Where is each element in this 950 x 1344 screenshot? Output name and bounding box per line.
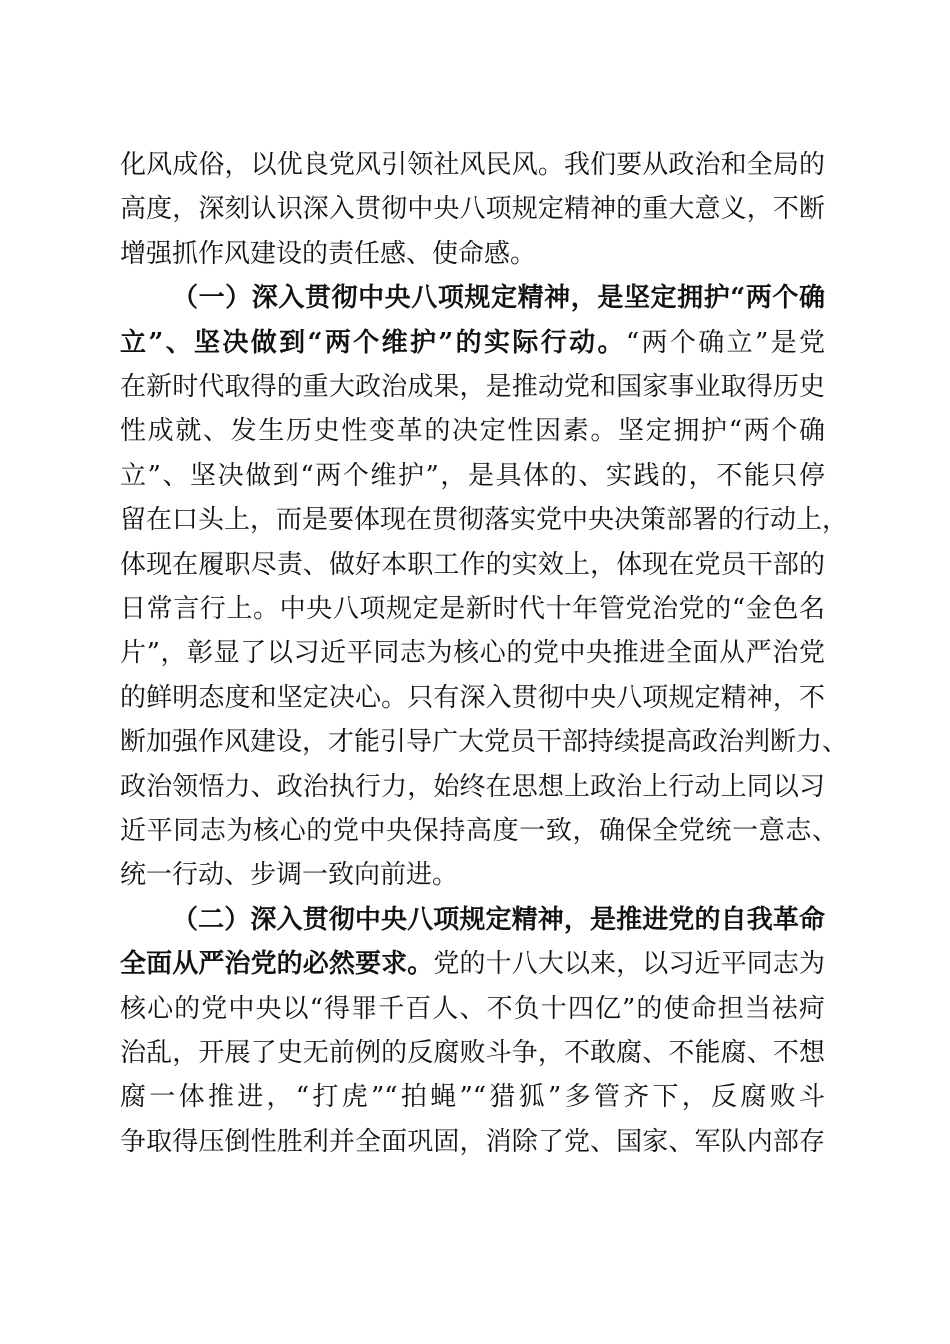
text-line [120, 942, 825, 986]
text-line [120, 1120, 825, 1164]
text-line [120, 676, 825, 720]
body-text: 增强抓作风建设的责任感、使命感。 [120, 239, 537, 269]
text-line [120, 454, 825, 498]
section-heading-line [172, 898, 825, 942]
text-line [120, 853, 825, 897]
text-line [120, 321, 825, 365]
text-line [120, 498, 849, 542]
section-heading-line [172, 276, 825, 320]
body-text: 高度，深刻认识深入贯彻中央八项规定精神的重大意义，不断 [120, 194, 825, 224]
body-text: 片”，彰显了以习近平同志为核心的党中央推进全面从严治党 [120, 638, 825, 668]
body-text: 日常言行上。中央八项规定是新时代十年管党治党的“金色名 [120, 594, 825, 624]
section-heading: （一）深入贯彻中央八项规定精神，是坚定拥护“两个确 [172, 283, 825, 313]
body-text: 在新时代取得的重大政治成果，是推动党和国家事业取得历史 [120, 372, 825, 402]
text-line [120, 409, 825, 453]
text-line [120, 543, 825, 587]
text-line [120, 1075, 825, 1119]
section-heading: （二）深入贯彻中央八项规定精神，是推进党的自我革命 [172, 905, 825, 935]
text-line [120, 1031, 825, 1075]
body-text: 断加强作风建设，才能引导广大党员干部持续提高政治判断力、 [120, 727, 849, 757]
body-text: 立”、坚决做到“两个维护”，是具体的、实践的，不能只停 [120, 461, 825, 491]
body-text: “两个确立”是党 [625, 328, 825, 358]
text-line [120, 809, 838, 853]
text-line [120, 232, 825, 276]
text-line [120, 187, 825, 231]
section-heading: 立”、坚决做到“两个维护”的实际行动。 [120, 328, 626, 358]
text-line [120, 987, 825, 1031]
body-text: 留在口头上，而是要体现在贯彻落实党中央决策部署的行动上， [120, 505, 849, 535]
body-text: 政治领悟力、政治执行力，始终在思想上政治上行动上同以习 [120, 772, 825, 802]
body-text: 化风成俗，以优良党风引领社风民风。我们要从政治和全局的 [120, 150, 825, 180]
body-text: 近平同志为核心的党中央保持高度一致，确保全党统一意志、 [120, 816, 838, 846]
text-line [120, 143, 825, 187]
text-line [120, 631, 825, 675]
body-text: 统一行动、步调一致向前进。 [120, 860, 459, 890]
body-text: 党的十八大以来，以习近平同志为 [433, 949, 825, 979]
body-text: 的鲜明态度和坚定决心。只有深入贯彻中央八项规定精神，不 [120, 683, 825, 713]
body-text: 治乱，开展了史无前例的反腐败斗争，不敢腐、不能腐、不想 [120, 1038, 825, 1068]
text-line [120, 365, 825, 409]
body-text: 体现在履职尽责、做好本职工作的实效上，体现在党员干部的 [120, 550, 825, 580]
body-text: 性成就、发生历史性变革的决定性因素。坚定拥护“两个确 [120, 416, 825, 446]
body-text: 核心的党中央以“得罪千百人、不负十四亿”的使命担当祛疴 [120, 994, 825, 1024]
text-line [120, 587, 825, 631]
body-text: 腐一体推进，“打虎”“拍蝇”“猎狐”多管齐下，反腐败斗 [120, 1082, 825, 1112]
body-text: 争取得压倒性胜利并全面巩固，消除了党、国家、军队内部存 [120, 1127, 825, 1157]
section-heading: 全面从严治党的必然要求。 [120, 949, 434, 979]
text-line [120, 765, 825, 809]
text-line [120, 720, 849, 764]
